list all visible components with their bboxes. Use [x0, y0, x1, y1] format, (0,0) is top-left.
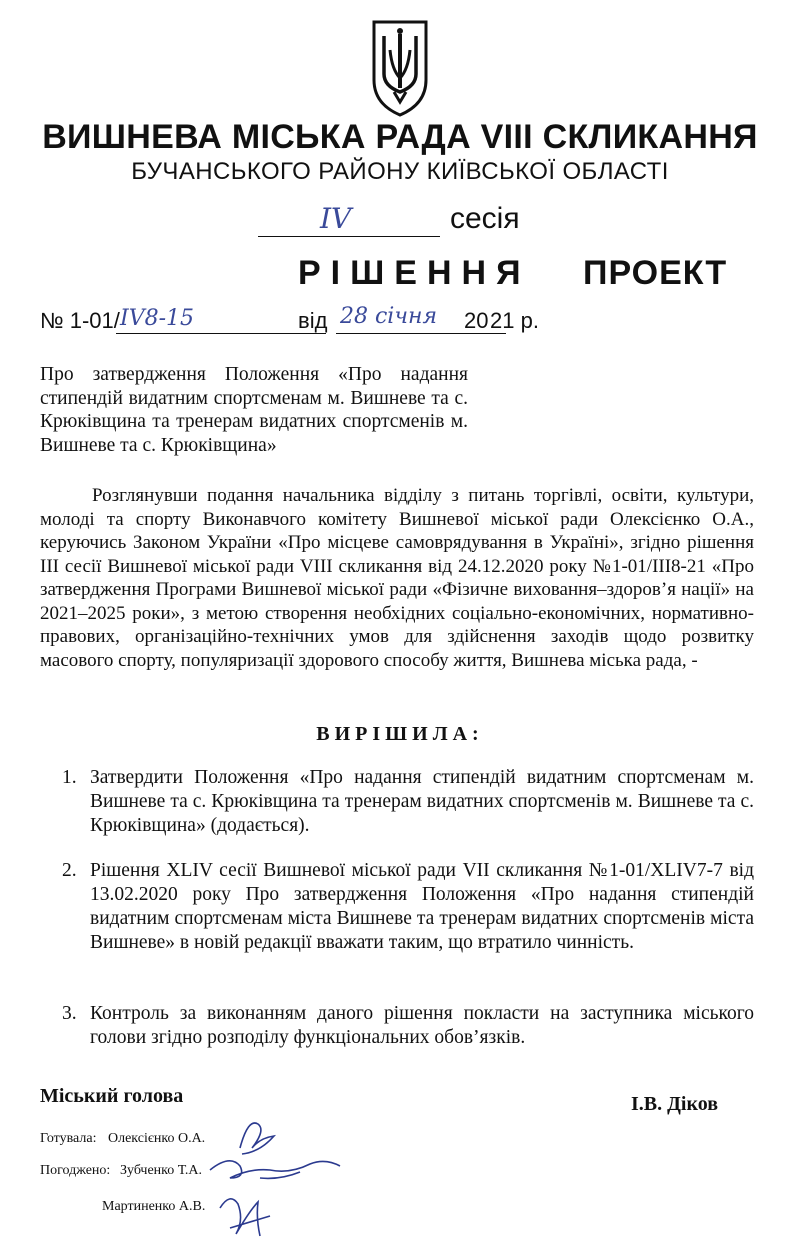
mayor-label: Міський голова [40, 1085, 184, 1107]
item-text: Рішення XLIV сесії Вишневої міської ради VII скликання №1-01/XLIV7-7 від 13.02.2020 року Про затвердження Положення «Про надання стипендій видатним спортсменам міста Вишневе та тренерам видатних спортсменів міста Вишневе» в новій редакції вважати таким, що втратило чинність. [90, 860, 754, 953]
year-prefix: 20 [464, 308, 489, 333]
item-text: Затвердити Положення «Про надання стипендій видатним спортсменам м. Вишневе та с. Крюківщина та тренерам видатних спортсменів м. Вишневе та с. Крюківщина» (додається). [90, 767, 754, 836]
coat-of-arms-icon [370, 18, 430, 118]
prepared-label: Готувала: [40, 1131, 97, 1146]
session-label: сесія [450, 202, 520, 235]
resolved-heading: ВИРІШИЛА: [316, 723, 484, 745]
number-prefix: № 1-01/ [40, 308, 120, 333]
handwritten-signatures [200, 1108, 360, 1248]
decision-number-row [40, 304, 600, 340]
number-underline [116, 333, 326, 334]
resolution-item-1 [62, 766, 754, 838]
decision-title: РІШЕННЯ [298, 254, 531, 292]
district-name: БУЧАНСЬКОГО РАЙОНУ КИЇВСЬКОЇ ОБЛАСТІ [131, 158, 669, 185]
signature-oleksiienko [240, 1123, 274, 1154]
session-row [258, 200, 558, 240]
mayor-name: І.В. Діков [631, 1093, 719, 1115]
preamble-paragraph: Розглянувши подання начальника відділу з питань торгівлі, освіти, культури, молоді та спорту Виконавчого комітету Вишневої міської ради Олексієнко О.А., керуючись Законом України «Про місцеве самоврядування в Україні», згідно рішення III сесії Вишневої міської ради VIII скликання від 24.12.2020 року №1-01/III8-21 «Про затвердження Програми Вишневої міської ради «Фізичне виховання–здоров’я нації» на 2021–2025 роки», з метою створення необхідних соціально-економічних, нормативно-правових, організаційно-технічних умов для здійснення заходів щодо розвитку масового спорту, популяризації здорового способу життя, Вишнева міська рада, - [40, 485, 754, 671]
number-handwritten: IV8-15 [120, 306, 195, 331]
date-handwritten: 28 січня [340, 304, 438, 329]
item-number: 3. [62, 1003, 77, 1024]
item-number: 1. [62, 767, 77, 788]
date-from-label: від [298, 308, 328, 333]
prepared-name: Олексієнко О.А. [108, 1131, 206, 1146]
agreed-name-1: Зубченко Т.А. [120, 1163, 203, 1178]
resolution-item-3 [62, 1002, 754, 1050]
agreed-label: Погоджено: [40, 1163, 111, 1178]
signature-martynenko [220, 1199, 270, 1236]
project-label: ПРОЕКТ [583, 254, 728, 292]
item-text: Контроль за виконанням даного рішення покласти на заступника міського голови згідно розподілу функціональних обов’язків. [90, 1003, 754, 1048]
session-number: IV [320, 202, 352, 235]
council-name: ВИШНЕВА МІСЬКА РАДА VIII СКЛИКАННЯ [42, 118, 758, 156]
year-suffix: 21 р. [490, 308, 539, 333]
session-underline [258, 236, 440, 237]
agreed-name-2: Мартиненко А.В. [102, 1199, 206, 1214]
signature-zubchenko [210, 1161, 340, 1179]
resolution-item-2 [62, 859, 754, 955]
item-number: 2. [62, 860, 77, 881]
decision-subject: Про затвердження Положення «Про надання стипендій видатним спортсменам м. Вишневе та с. Крюківщина та тренерам видатних спортсменів м. Вишневе та с. Крюківщина» [40, 364, 468, 456]
